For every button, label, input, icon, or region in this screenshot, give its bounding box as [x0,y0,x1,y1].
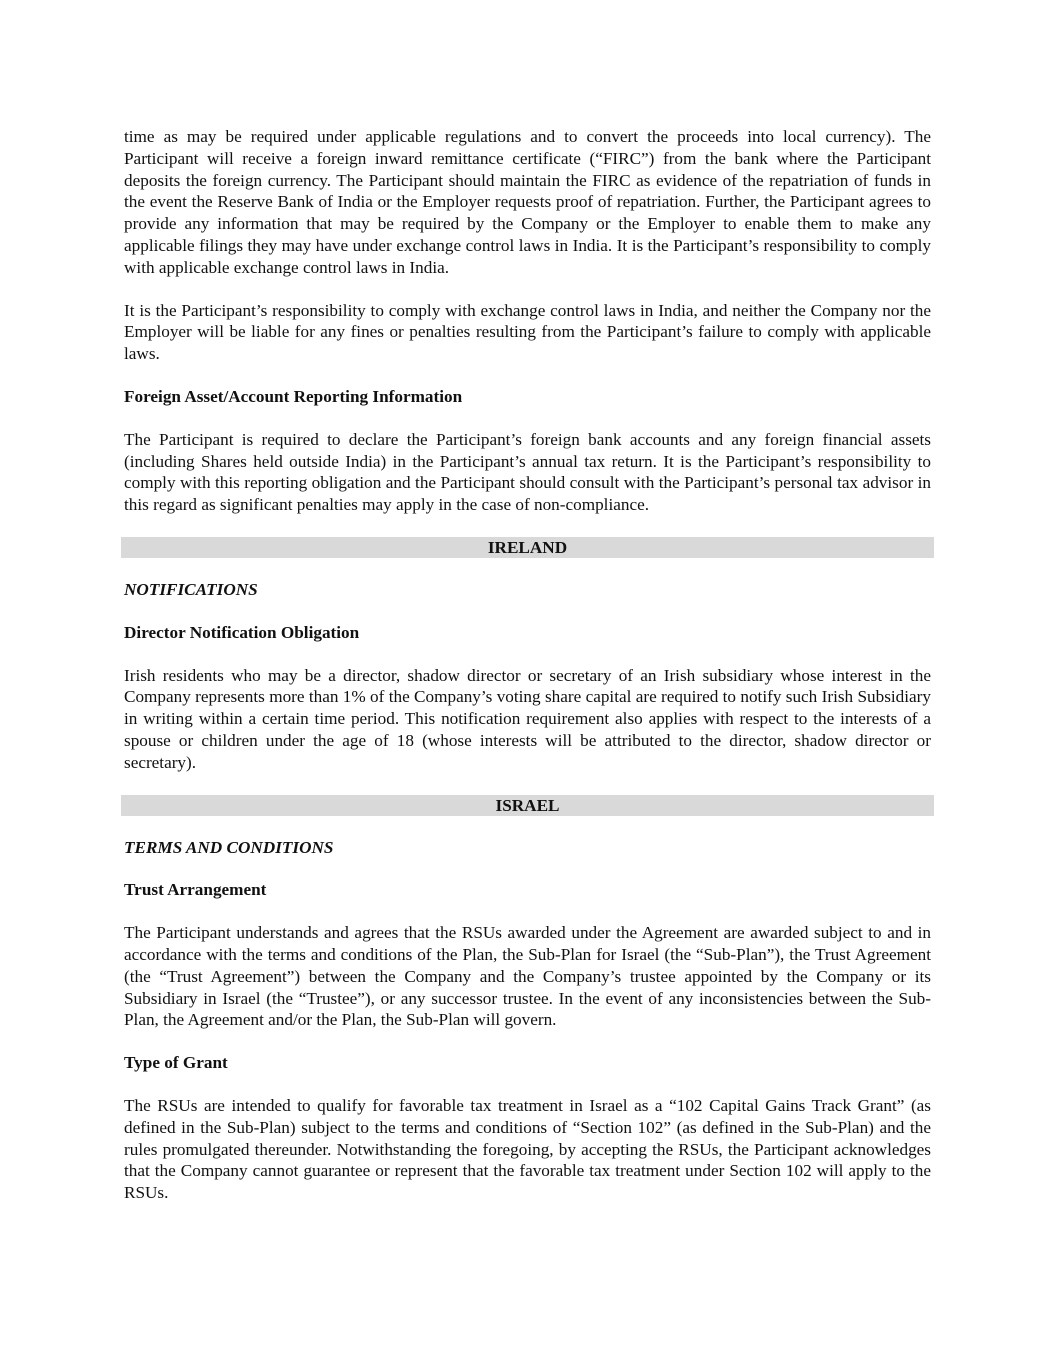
trust-arrangement-paragraph: The Participant understands and agrees that the RSUs awarded under the Agreement are awarded subject to and in accordance with the terms and conditions of the Plan, the Sub-Plan for Israel (the “Sub-Plan”), the Trust Agreement (the “Trust Agreement”) between the Company and the Company’s trustee appointed by the Company or its Subsidiary in Israel (the “Trustee”), or any successor trustee. In the event of any inconsistencies between the Sub-Plan, the Agreement and/or the Plan, the Sub-Plan will govern. [124,923,931,1030]
india-exchange-paragraph: time as may be required under applicable regulations and to convert the proceeds into local currency). The Participant will receive a foreign inward remittance certificate (“FIRC”) from the bank where the Participant deposits the foreign currency. The Participant should maintain the FIRC as evidence of the repatriation of funds in the event the Reserve Bank of India or the Employer requests proof of repatriation. Further, the Participant agrees to provide any information that may be required by the Company or the Employer to enable them to make any applicable filings they may have under exchange control laws in India. It is the Participant’s responsibility to comply with applicable exchange control laws in India. [124,127,931,277]
director-notification-heading: Director Notification Obligation [124,622,360,642]
type-of-grant-paragraph: The RSUs are intended to qualify for favorable tax treatment in Israel as a “102 Capital Gains Track Grant” (as defined in the Sub-Plan) subject to the terms and conditions of “Section 102” (as defined in the Sub-Plan) and the rules promulgated thereunder. Notwithstanding the foregoing, by accepting the RSUs, the Participant acknowledges that the Company cannot guarantee or represent that the favorable tax treatment under Section 102 will apply to the RSUs. [124,1095,931,1203]
india-liability-paragraph: It is the Participant’s responsibility to comply with exchange control laws in India, and neither the Company nor the Employer will be liable for any fines or penalties resulting from the Participant’s failure to comply with applicable laws. [124,300,931,364]
ireland-country-band: IRELAND [121,537,934,558]
type-of-grant-heading: Type of Grant [124,1053,228,1073]
director-notification-paragraph: Irish residents who may be a director, shadow director or secretary of an Irish subsidiary whose interest in the Company represents more than 1% of the Company’s voting share capital are required to notify such Irish Subsidiary in writing within a certain time period. This notification requirement also applies with respect to the interests of a spouse or children under the age of 18 (whose interests will be attributed to the director, shadow director or secretary). [124,665,931,772]
ireland-notifications-label: NOTIFICATIONS [124,579,258,599]
israel-terms-label: TERMS AND CONDITIONS [124,837,334,857]
document-page [124,126,931,1225]
foreign-asset-heading: Foreign Asset/Account Reporting Information [124,386,463,406]
trust-arrangement-heading: Trust Arrangement [124,880,267,900]
israel-country-band: ISRAEL [121,795,934,816]
foreign-asset-paragraph: The Participant is required to declare the Participant’s foreign bank accounts and any foreign financial assets (including Shares held outside India) in the Participant’s annual tax return. It is the Participant’s responsibility to comply with this reporting obligation and the Participant should consult with the Participant’s personal tax advisor in this regard as significant penalties may apply in the case of non-compliance. [124,429,931,515]
